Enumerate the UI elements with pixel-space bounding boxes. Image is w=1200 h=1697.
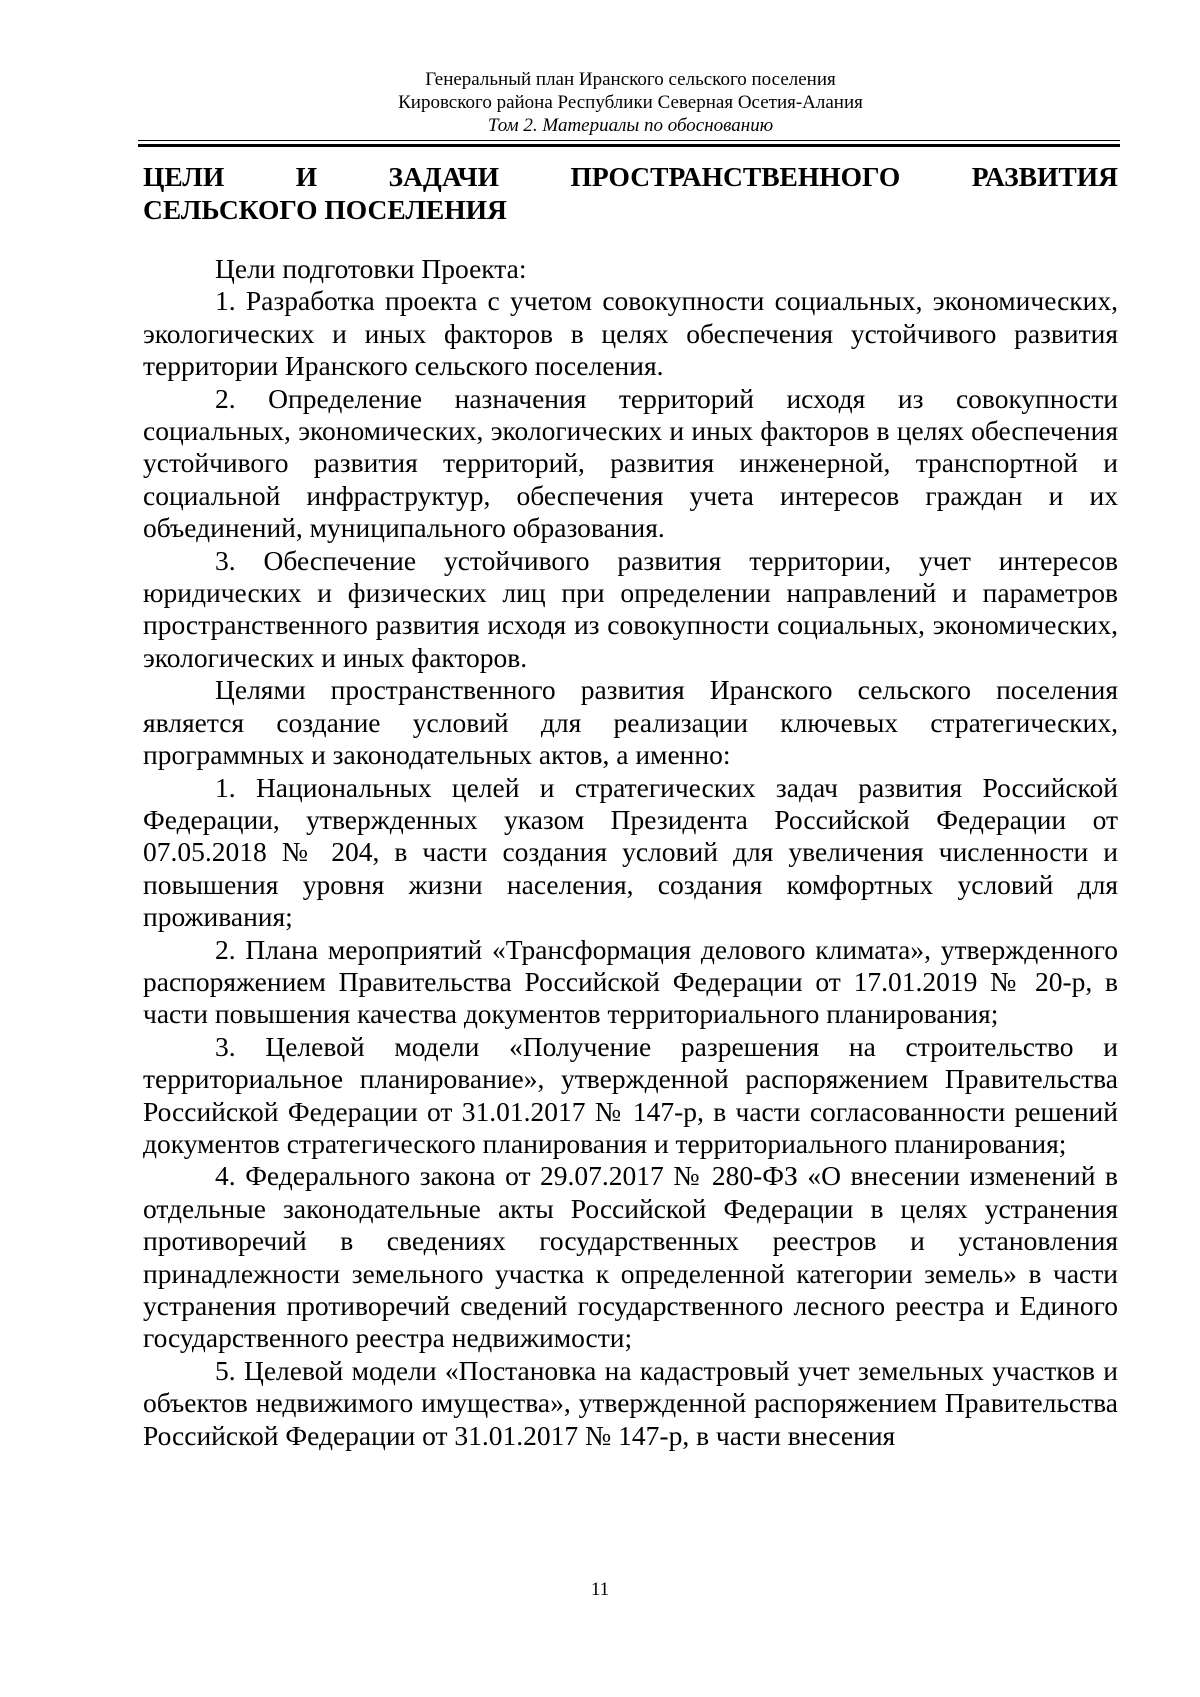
header-rule-thick [138,144,1120,147]
paragraph-act-2: 2. Плана мероприятий «Трансформация делового климата», утвержденного распоряжением Правительства Российской Федерации от 17.01.2019 № 20-р, в части повышения качества документов территориального планирования; [143,933,1118,1030]
header-rule-thin [138,140,1120,141]
header-volume-line: Том 2. Материалы по обоснованию [487,115,774,136]
paragraph-intro: Цели подготовки Проекта: [215,253,527,284]
paragraph-act-1: 1. Национальных целей и стратегических задач развития Российской Федерации, утвержденных указом Президента Российской Федерации от 07.05.2018 № 204, в части создания условий для увеличения численности и повышения уровня жизни населения, создания комфортных условий для проживания; [143,771,1118,933]
section-heading-line-1: ЦЕЛИ И ЗАДАЧИ ПРОСТРАНСТВЕННОГО РАЗВИТИЯ [143,161,1118,192]
paragraph-goal-3: 3. Обеспечение устойчивого развития территории, учет интересов юридических и физических лиц при определении направлений и параметров пространственного развития исходя из совокупности социальных, экономических, экологических и иных факторов. [143,544,1118,673]
paragraph-goal-2: 2. Определение назначения территорий исходя из совокупности социальных, экономических, экологических и иных факторов в целях обеспечения устойчивого развития территорий, развития инженерной, транспортной и социальной инфраструктур, обеспечения учета интересов граждан и их объединений, муниципального образования. [143,382,1118,544]
header-line-1: Генеральный план Иранского сельского поселения [425,69,836,90]
paragraph-act-3: 3. Целевой модели «Получение разрешения на строительство и территориальное планирование», утвержденной распоряжением Правительства Российской Федерации от 31.01.2017 № 147-р, в части согласованности решений документов стратегического планирования и территориального планирования; [143,1030,1118,1159]
section-heading-line-2: СЕЛЬСКОГО ПОСЕЛЕНИЯ [143,194,507,225]
paragraph-act-4: 4. Федерального закона от 29.07.2017 № 280-ФЗ «О внесении изменений в отдельные законодательные акты Российской Федерации в целях устранения противоречий в сведениях государственных реестров и установления принадлежности земельного участка к определенной категории земель» в части устранения противоречий сведений государственного лесного реестра и Единого государственного реестра недвижимости; [143,1160,1118,1354]
page-number: 11 [590,1579,610,1600]
paragraph-development-goals: Целями пространственного развития Иранского сельского поселения является создание условий для реализации ключевых стратегических, программных и законодательных актов, а именно: [143,674,1118,771]
paragraph-act-5: 5. Целевой модели «Постановка на кадастровый учет земельных участков и объектов недвижимого имущества», утвержденной распоряжением Правительства Российской Федерации от 31.01.2017 № 147-р, в части внесения [143,1354,1118,1451]
paragraph-goal-1: 1. Разработка проекта с учетом совокупности социальных, экономических, экологических и иных факторов в целях обеспечения устойчивого развития территории Иранского сельского поселения. [143,285,1118,382]
page-header [143,68,1118,137]
document-body [143,160,1118,1452]
header-line-2: Кировского района Республики Северная Осетия-Алания [398,92,863,113]
section-heading [143,160,1118,226]
